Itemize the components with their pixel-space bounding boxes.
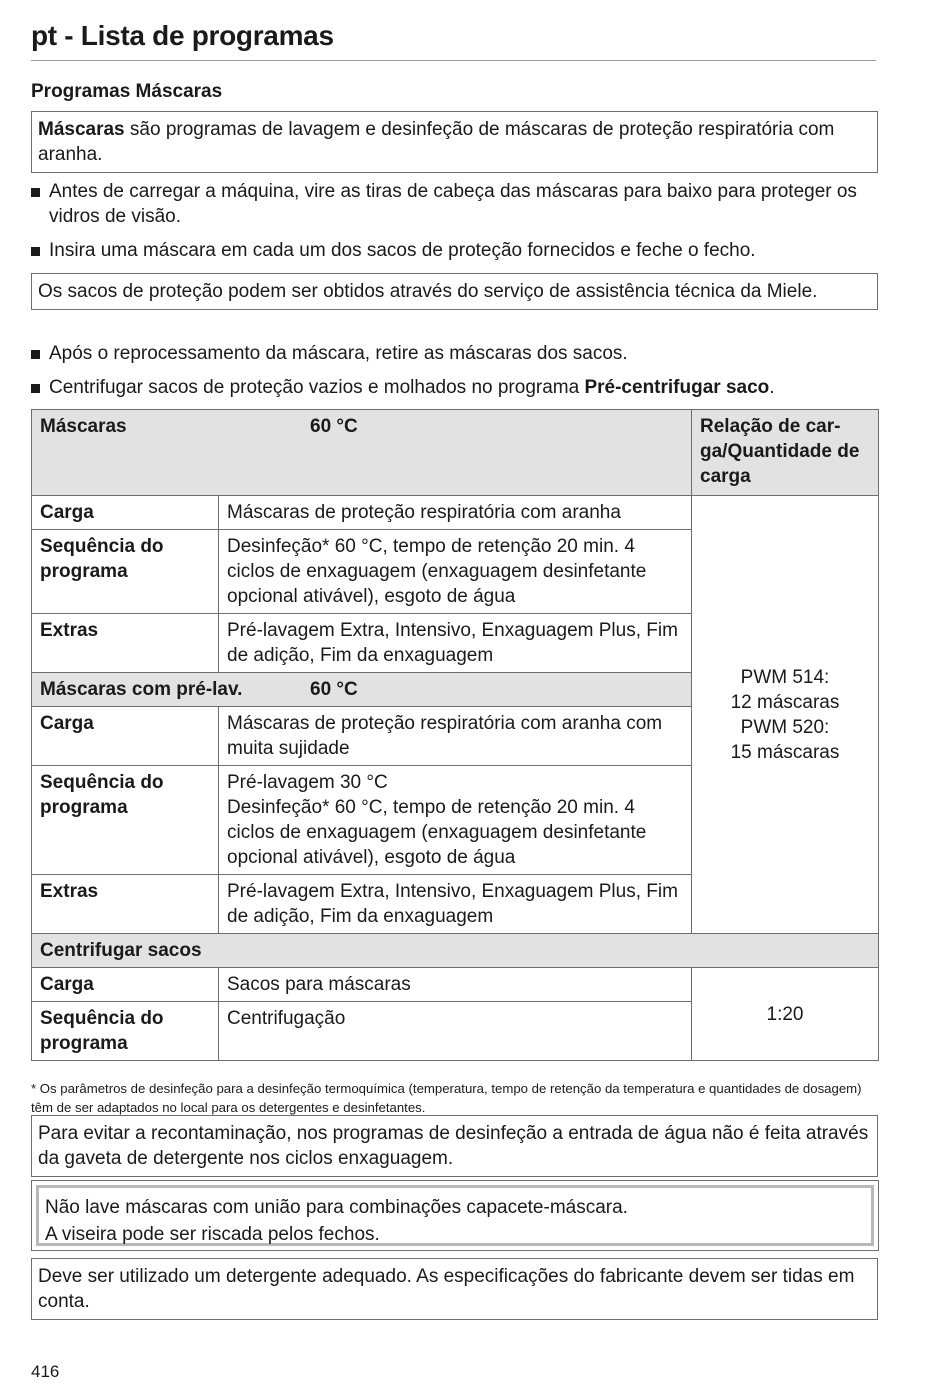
intro-note-bold: Máscaras (38, 119, 125, 140)
bullet-item (31, 375, 876, 400)
table-header-row (32, 410, 879, 496)
program-header-cell (32, 410, 692, 496)
title-divider (31, 60, 876, 61)
row-label: Carga (32, 707, 219, 766)
detergent-note: Deve ser utilizado um detergente adequado. As especificações do fabricante devem ser tidas em conta. (31, 1258, 878, 1320)
row-label: Extras (32, 614, 219, 673)
footnote: * Os parâmetros de desinfeção para a desinfeção termoquímica (temperatura, tempo de retenção da temperatura e quantidades de dosagem) têm de ser adaptados no local para os detergentes e desinfetantes. (31, 1081, 862, 1115)
row-label: Sequência do programa (32, 1002, 219, 1061)
relation-line: 15 máscaras (730, 741, 840, 763)
program-header-cell (32, 673, 692, 707)
bullet-square-icon (31, 384, 40, 393)
bullet-square-icon (31, 350, 40, 359)
program-temperature: 60 °C (310, 679, 358, 700)
bullet-item (31, 179, 876, 229)
warning-box (31, 1180, 879, 1251)
warning-line: Não lave máscaras com união para combinações capacete-máscara. (45, 1197, 628, 1218)
row-value: Sacos para máscaras (219, 968, 692, 1002)
row-value: Máscaras de proteção respiratória com aranha (219, 496, 692, 530)
table-row (32, 968, 879, 1002)
bullet-item (31, 238, 876, 263)
row-value: Pré-lavagem Extra, Intensivo, Enxaguagem Plus, Fim de adição, Fim da enxaguagem (219, 614, 692, 673)
table-subheader-row (32, 934, 879, 968)
relation-line: 12 máscaras (730, 691, 840, 713)
program-name: Máscaras com pré-lav. (40, 679, 243, 700)
relation-header: Relação de car-ga/Quantidade de carga (692, 410, 879, 496)
row-value: Desinfeção* 60 °C, tempo de retenção 20 min. 4 ciclos de enxaguagem (enxaguagem desinfetante opcional ativável), esgoto de água (219, 530, 692, 614)
table-row (32, 496, 879, 530)
row-value-line: Pré-lavagem 30 °C (227, 772, 388, 793)
load-relation-cell (692, 496, 879, 934)
bullet-text-prefix: Centrifugar sacos de proteção vazios e molhados no programa (49, 377, 585, 398)
section-heading: Programas Máscaras (31, 81, 223, 102)
row-value: Centrifugação (219, 1002, 692, 1061)
row-label: Carga (32, 496, 219, 530)
bags-note: Os sacos de proteção podem ser obtidos através do serviço de assistência técnica da Miele. (31, 273, 878, 310)
bullet-item (31, 341, 876, 366)
row-value: Máscaras de proteção respiratória com aranha com muita sujidade (219, 707, 692, 766)
recontamination-note: Para evitar a recontaminação, nos programas de desinfeção a entrada de água não é feita através da gaveta de detergente nos ciclos enxaguagem. (31, 1115, 878, 1177)
warning-line: A viseira pode ser riscada pelos fechos. (45, 1224, 380, 1245)
bullet-text-suffix: . (769, 377, 775, 398)
intro-note-text: são programas de lavagem e desinfeção de máscaras de proteção respiratória com aranha. (38, 119, 835, 165)
bullet-program-name: Pré-centrifugar saco (584, 377, 770, 398)
program-temperature: 60 °C (310, 416, 358, 437)
row-label: Sequência do programa (32, 530, 219, 614)
row-label: Sequência do programa (32, 766, 219, 875)
page-title: pt - Lista de programas (31, 20, 334, 51)
bullet-text: Antes de carregar a máquina, vire as tiras de cabeça das máscaras para baixo para proteger os vidros de visão. (49, 181, 857, 227)
warning-inner-frame (36, 1185, 874, 1246)
bullet-square-icon (31, 247, 40, 256)
program-name: Máscaras (40, 416, 127, 437)
bullet-text: Insira uma máscara em cada um dos sacos de proteção fornecidos e feche o fecho. (49, 240, 756, 261)
row-value: Pré-lavagem Extra, Intensivo, Enxaguagem Plus, Fim de adição, Fim da enxaguagem (219, 875, 692, 934)
relation-line: PWM 520: (740, 716, 830, 738)
bullet-square-icon (31, 188, 40, 197)
page-number: 416 (31, 1362, 60, 1381)
program-name: Centrifugar sacos (32, 934, 879, 968)
intro-note (31, 111, 878, 173)
row-value-line: Desinfeção* 60 °C, tempo de retenção 20 min. 4 ciclos de enxaguagem (enxaguagem desinfetante opcional ativável), esgoto de água (227, 797, 647, 868)
relation-line: PWM 514: (740, 666, 830, 688)
row-label: Carga (32, 968, 219, 1002)
program-table (31, 409, 879, 1061)
bullet-text: Após o reprocessamento da máscara, retire as máscaras dos sacos. (49, 343, 628, 364)
row-label: Extras (32, 875, 219, 934)
row-value (219, 766, 692, 875)
load-relation-cell: 1:20 (692, 968, 879, 1061)
